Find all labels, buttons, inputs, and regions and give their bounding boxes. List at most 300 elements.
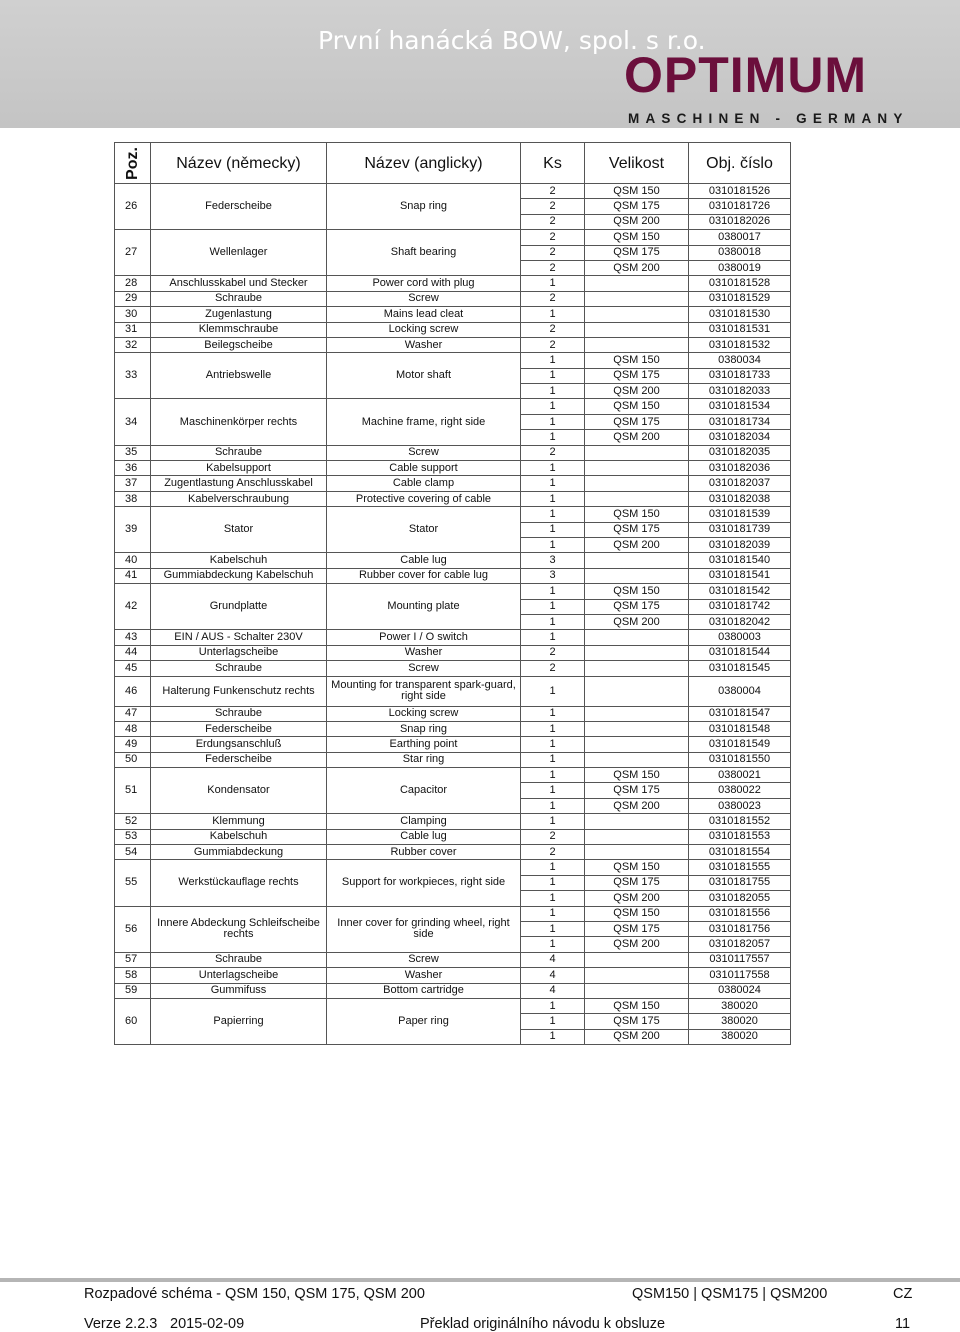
part-position: 43 [115,630,151,645]
table-row [115,661,791,676]
part-number: 380020 [689,998,791,1013]
part-size: QSM 200 [585,798,689,813]
part-name-de: Unterlagscheibe [151,645,327,660]
part-qty: 1 [521,891,585,906]
part-size [585,829,689,844]
part-name-en: Bottom cartridge [327,983,521,998]
part-name-de: Federscheibe [151,752,327,767]
part-position: 49 [115,737,151,752]
part-name-en: Screw [327,661,521,676]
part-name-de: Innere Abdeckung Schleifscheibe rechts [151,906,327,952]
part-position: 34 [115,399,151,445]
part-name-en: Cable lug [327,553,521,568]
part-name-en: Washer [327,337,521,352]
part-position: 29 [115,291,151,306]
table-row [115,645,791,660]
part-name-en: Inner cover for grinding wheel, right side [327,906,521,952]
part-size [585,630,689,645]
part-name-de: Klemmschraube [151,322,327,337]
part-position: 38 [115,491,151,506]
header-qty: Ks [521,143,585,184]
part-size: QSM 200 [585,384,689,399]
part-name-en: Paper ring [327,998,521,1044]
part-size: QSM 150 [585,507,689,522]
part-number: 0310181726 [689,199,791,214]
part-size: QSM 150 [585,399,689,414]
part-qty: 1 [521,752,585,767]
part-name-en: Screw [327,952,521,967]
part-size: QSM 175 [585,783,689,798]
part-number: 0310181549 [689,737,791,752]
part-qty: 1 [521,522,585,537]
part-size: QSM 200 [585,891,689,906]
part-qty: 2 [521,230,585,245]
part-name-de: Unterlagscheibe [151,968,327,983]
part-number: 0310182037 [689,476,791,491]
part-number: 380020 [689,1014,791,1029]
part-size [585,706,689,721]
part-name-de: Federscheibe [151,184,327,230]
part-qty: 1 [521,476,585,491]
table-row [115,706,791,721]
table-row [115,768,791,783]
footer-version: Verze 2.2.3 [84,1316,158,1332]
part-position: 57 [115,952,151,967]
part-name-de: Stator [151,507,327,553]
part-name-de: Zugenlastung [151,307,327,322]
part-size [585,445,689,460]
part-number: 0380021 [689,768,791,783]
part-qty: 2 [521,645,585,660]
part-qty: 1 [521,875,585,890]
part-qty: 2 [521,845,585,860]
part-qty: 1 [521,906,585,921]
part-name-en: Screw [327,291,521,306]
part-number: 0310181531 [689,322,791,337]
part-number: 0310182057 [689,937,791,952]
part-name-de: Anschlusskabel und Stecker [151,276,327,291]
part-qty: 1 [521,921,585,936]
part-size: QSM 150 [585,184,689,199]
part-name-de: Wellenlager [151,230,327,276]
part-name-en: Mounting for transparent spark-guard, right side [327,676,521,706]
part-qty: 1 [521,768,585,783]
table-row [115,553,791,568]
part-name-en: Washer [327,968,521,983]
part-qty: 1 [521,937,585,952]
part-size [585,814,689,829]
part-number: 0380034 [689,353,791,368]
part-qty: 1 [521,1029,585,1044]
part-qty: 2 [521,260,585,275]
part-name-en: Cable support [327,461,521,476]
part-number: 0310181542 [689,584,791,599]
part-name-de: Werkstückauflage rechts [151,860,327,906]
part-number: 0310182033 [689,384,791,399]
part-number: 380020 [689,1029,791,1044]
part-size [585,476,689,491]
part-number: 0310182055 [689,891,791,906]
part-name-en: Rubber cover for cable lug [327,568,521,583]
footer-title: Rozpadové schéma - QSM 150, QSM 175, QSM 200 [84,1286,425,1302]
table-row [115,184,791,199]
part-number: 0310182034 [689,430,791,445]
part-qty: 2 [521,184,585,199]
part-number: 0310181534 [689,399,791,414]
part-number: 0380023 [689,798,791,813]
part-name-en: Protective covering of cable [327,491,521,506]
part-position: 50 [115,752,151,767]
part-size [585,553,689,568]
part-name-de: Erdungsanschluß [151,737,327,752]
header-name-de: Název (německy) [151,143,327,184]
part-qty: 1 [521,814,585,829]
part-size [585,291,689,306]
part-size [585,721,689,736]
part-name-de: Grundplatte [151,584,327,630]
parts-table [114,142,791,1045]
part-size [585,661,689,676]
part-name-de: Kabelverschraubung [151,491,327,506]
company-name: První hanácká BOW, spol. s r.o. [318,26,706,55]
part-position: 60 [115,998,151,1044]
part-qty: 2 [521,445,585,460]
part-size [585,307,689,322]
part-qty: 1 [521,737,585,752]
part-number: 0310181547 [689,706,791,721]
part-number: 0310181541 [689,568,791,583]
part-qty: 1 [521,614,585,629]
part-size: QSM 200 [585,537,689,552]
table-row [115,507,791,522]
part-number: 0380017 [689,230,791,245]
part-number: 0310181544 [689,645,791,660]
part-number: 0310181529 [689,291,791,306]
part-qty: 1 [521,461,585,476]
table-row [115,461,791,476]
part-name-de: Halterung Funkenschutz rechts [151,676,327,706]
part-qty: 1 [521,491,585,506]
part-qty: 3 [521,553,585,568]
table-row [115,983,791,998]
part-position: 33 [115,353,151,399]
part-qty: 2 [521,214,585,229]
part-qty: 2 [521,245,585,260]
part-name-de: Zugentlastung Anschlusskabel [151,476,327,491]
header-pos: Poz. [115,143,151,184]
part-number: 0310181553 [689,829,791,844]
part-name-en: Motor shaft [327,353,521,399]
part-position: 46 [115,676,151,706]
part-position: 56 [115,906,151,952]
part-qty: 1 [521,384,585,399]
part-qty: 1 [521,399,585,414]
part-qty: 1 [521,353,585,368]
part-number: 0310181528 [689,276,791,291]
part-number: 0310181550 [689,752,791,767]
part-number: 0310181555 [689,860,791,875]
part-qty: 2 [521,199,585,214]
part-qty: 1 [521,1014,585,1029]
part-number: 0310181532 [689,337,791,352]
part-size: QSM 150 [585,906,689,921]
part-name-en: Shaft bearing [327,230,521,276]
part-position: 39 [115,507,151,553]
part-name-en: Washer [327,645,521,660]
footer-note: Překlad originálního návodu k obsluze [420,1316,666,1332]
table-row [115,737,791,752]
part-position: 40 [115,553,151,568]
part-qty: 1 [521,414,585,429]
part-number: 0310182026 [689,214,791,229]
part-qty: 1 [521,584,585,599]
part-position: 28 [115,276,151,291]
part-number: 0310181733 [689,368,791,383]
part-qty: 1 [521,276,585,291]
part-name-de: Schraube [151,291,327,306]
part-name-de: Kondensator [151,768,327,814]
part-name-en: Cable clamp [327,476,521,491]
part-name-en: Earthing point [327,737,521,752]
part-number: 0310181526 [689,184,791,199]
table-row [115,906,791,921]
part-size: QSM 200 [585,214,689,229]
part-size: QSM 200 [585,614,689,629]
footer-lang: CZ [893,1286,913,1302]
part-position: 32 [115,337,151,352]
part-name-en: Screw [327,445,521,460]
footer-divider [0,1278,960,1282]
part-qty: 1 [521,798,585,813]
part-name-en: Snap ring [327,721,521,736]
part-name-de: Kabelschuh [151,553,327,568]
part-name-de: Maschinenkörper rechts [151,399,327,445]
part-position: 44 [115,645,151,660]
part-number: 0380003 [689,630,791,645]
part-qty: 4 [521,983,585,998]
part-name-de: Kabelschuh [151,829,327,844]
part-size [585,461,689,476]
part-size: QSM 200 [585,1029,689,1044]
part-size: QSM 150 [585,860,689,875]
part-position: 27 [115,230,151,276]
table-row [115,829,791,844]
part-size: QSM 200 [585,937,689,952]
header-name-en: Název (anglicky) [327,143,521,184]
part-number: 0310182042 [689,614,791,629]
part-position: 51 [115,768,151,814]
part-name-de: EIN / AUS - Schalter 230V [151,630,327,645]
part-size [585,952,689,967]
part-qty: 2 [521,291,585,306]
part-name-en: Power I / O switch [327,630,521,645]
table-row [115,353,791,368]
part-size: QSM 200 [585,430,689,445]
part-qty: 2 [521,337,585,352]
part-name-en: Stator [327,507,521,553]
part-qty: 1 [521,998,585,1013]
part-position: 30 [115,307,151,322]
part-name-de: Gummiabdeckung Kabelschuh [151,568,327,583]
part-size: QSM 175 [585,245,689,260]
part-size [585,645,689,660]
part-size: QSM 150 [585,353,689,368]
part-position: 58 [115,968,151,983]
part-name-en: Star ring [327,752,521,767]
part-number: 0310181539 [689,507,791,522]
part-qty: 1 [521,430,585,445]
part-name-en: Clamping [327,814,521,829]
part-number: 0310182036 [689,461,791,476]
part-name-en: Cable lug [327,829,521,844]
table-row [115,291,791,306]
table-row [115,476,791,491]
part-number: 0310117558 [689,968,791,983]
part-qty: 1 [521,783,585,798]
part-position: 35 [115,445,151,460]
part-qty: 1 [521,630,585,645]
table-row [115,230,791,245]
part-size [585,276,689,291]
table-row [115,952,791,967]
part-position: 31 [115,322,151,337]
part-name-en: Snap ring [327,184,521,230]
part-number: 0310182039 [689,537,791,552]
part-qty: 1 [521,706,585,721]
part-size [585,752,689,767]
table-row [115,814,791,829]
table-row [115,721,791,736]
part-size: QSM 175 [585,875,689,890]
part-number: 0310181552 [689,814,791,829]
part-name-en: Mounting plate [327,584,521,630]
part-position: 36 [115,461,151,476]
header-part-no: Obj. číslo [689,143,791,184]
part-position: 41 [115,568,151,583]
part-name-de: Schraube [151,661,327,676]
part-size: QSM 175 [585,599,689,614]
part-qty: 3 [521,568,585,583]
part-name-en: Support for workpieces, right side [327,860,521,906]
table-row [115,752,791,767]
part-name-de: Gummifuss [151,983,327,998]
part-number: 0310181545 [689,661,791,676]
part-qty: 2 [521,661,585,676]
part-name-de: Federscheibe [151,721,327,736]
table-row [115,676,791,706]
part-name-de: Schraube [151,706,327,721]
part-position: 42 [115,584,151,630]
part-qty: 1 [521,537,585,552]
part-size [585,337,689,352]
part-number: 0310182038 [689,491,791,506]
part-name-en: Power cord with plug [327,276,521,291]
part-position: 52 [115,814,151,829]
part-number: 0310181755 [689,875,791,890]
table-header-row [115,143,791,184]
part-qty: 4 [521,968,585,983]
part-size [585,845,689,860]
part-number: 0380004 [689,676,791,706]
footer-models: QSM150 | QSM175 | QSM200 [632,1286,828,1302]
part-size [585,322,689,337]
part-size: QSM 150 [585,998,689,1013]
part-qty: 1 [521,599,585,614]
table-row [115,491,791,506]
part-number: 0310181739 [689,522,791,537]
part-size: QSM 175 [585,522,689,537]
part-qty: 4 [521,952,585,967]
part-size: QSM 175 [585,199,689,214]
table-row [115,322,791,337]
part-size: QSM 175 [585,921,689,936]
part-name-de: Papierring [151,998,327,1044]
table-row [115,276,791,291]
part-number: 0310181540 [689,553,791,568]
table-row [115,845,791,860]
part-number: 0380018 [689,245,791,260]
part-name-en: Mains lead cleat [327,307,521,322]
part-number: 0310181556 [689,906,791,921]
header-size: Velikost [585,143,689,184]
part-size [585,568,689,583]
part-number: 0380019 [689,260,791,275]
part-name-en: Capacitor [327,768,521,814]
table-row [115,337,791,352]
part-number: 0380024 [689,983,791,998]
part-qty: 1 [521,676,585,706]
part-name-en: Machine frame, right side [327,399,521,445]
part-position: 37 [115,476,151,491]
table-row [115,584,791,599]
part-name-de: Klemmung [151,814,327,829]
part-size [585,968,689,983]
part-name-de: Antriebswelle [151,353,327,399]
part-number: 0310181742 [689,599,791,614]
part-qty: 1 [521,721,585,736]
part-position: 53 [115,829,151,844]
part-number: 0310181548 [689,721,791,736]
part-name-en: Rubber cover [327,845,521,860]
part-position: 54 [115,845,151,860]
table-row [115,568,791,583]
table-row [115,399,791,414]
part-number: 0310182035 [689,445,791,460]
part-position: 45 [115,661,151,676]
brand-logo: OPTIMUM [624,47,868,103]
table-row [115,998,791,1013]
part-position: 59 [115,983,151,998]
part-position: 48 [115,721,151,736]
footer-date: 2015-02-09 [170,1316,245,1332]
part-position: 26 [115,184,151,230]
part-qty: 1 [521,860,585,875]
brand-subtitle: MASCHINEN - GERMANY [628,111,909,126]
part-size: QSM 200 [585,260,689,275]
part-name-de: Schraube [151,952,327,967]
part-name-de: Schraube [151,445,327,460]
part-name-de: Kabelsupport [151,461,327,476]
table-row [115,630,791,645]
part-name-de: Gummiabdeckung [151,845,327,860]
parts-table-body [115,184,791,1045]
part-qty: 1 [521,507,585,522]
part-number: 0310181734 [689,414,791,429]
part-size [585,491,689,506]
part-size [585,737,689,752]
part-qty: 2 [521,322,585,337]
part-size: QSM 150 [585,768,689,783]
